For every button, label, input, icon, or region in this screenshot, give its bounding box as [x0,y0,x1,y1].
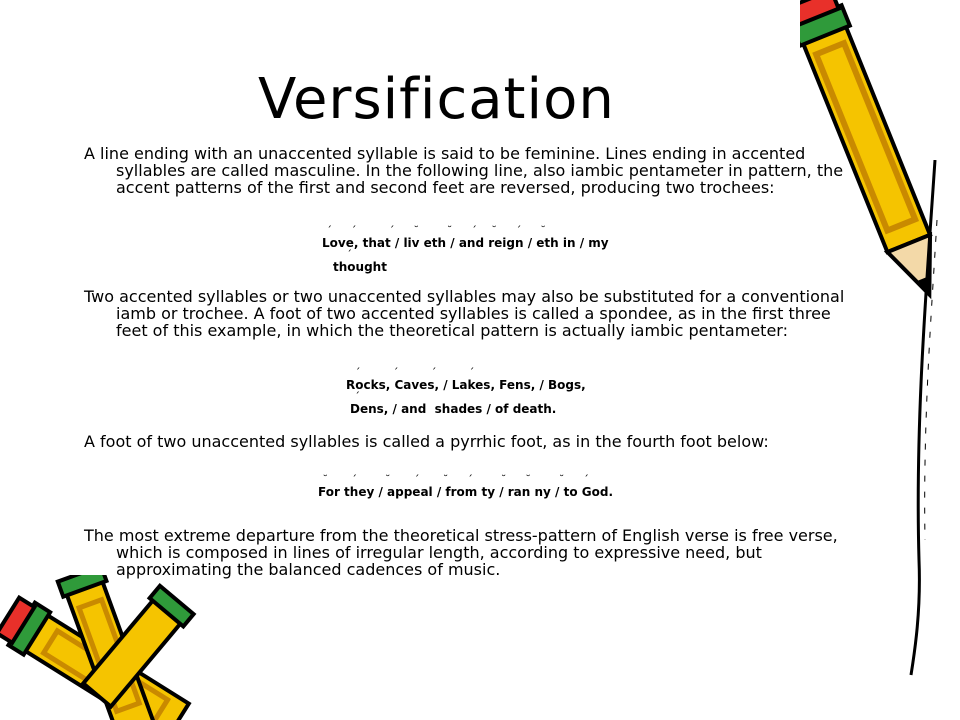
stress-marks: ´ ´ ´ ˘ ˘ ´ ˘ ´ ˘ [322,224,547,237]
example-3-line-1: For they / appeal / from ty / ran ny / to God. [318,485,613,499]
scansion-example-2-cont [350,392,556,416]
vertical-divider-icon [905,160,945,680]
example-1-line-2: thought [333,260,387,274]
slide-title: Versification [258,67,615,132]
paragraph-spondee: Two accented syllables or two unaccented syllables may also be substituted for a conventional iamb or trochee. A foot of two accented syllables is called a spondee, as in the first three feet of this example, in which the theoretical pattern is actually iambic pentameter: [84,287,845,340]
scansion-example-1-cont [333,250,387,274]
scansion-example-2 [346,368,586,392]
example-2-line-1: Rocks, Caves, / Lakes, Fens, / Bogs, [346,378,586,392]
example-2-line-2: Dens, / and shades / of death. [350,402,557,416]
stress-marks: ´ [350,390,361,403]
stress-marks: ´ [333,248,353,261]
paragraph-free-verse: The most extreme departure from the theoretical stress-pattern of English verse is free verse, which is composed in lines of irregular length, according to expressive need, but approximating the balanced cadences of music. [84,526,838,579]
stress-marks: ˘ ´ ˘ ´ ˘ ´ ˘ ˘ ˘ ´ [318,473,590,486]
paragraph-feminine-masculine: A line ending with an unaccented syllable is said to be feminine. Lines ending in accented syllables are called masculine. In the following line, also iambic pentameter in pattern, the accent patterns of the first and second feet are reversed, producing two trochees: [84,144,844,197]
stress-marks: ´ ´ ´ ´ [346,366,476,379]
scansion-example-1 [322,226,609,250]
example-1-line-1: Love, that / liv eth / and reign / eth in / my [322,236,609,250]
pencils-bottom-left-icon [0,575,200,720]
scansion-example-3 [318,475,613,499]
paragraph-pyrrhic: A foot of two unaccented syllables is called a pyrrhic foot, as in the fourth foot below: [84,432,769,451]
